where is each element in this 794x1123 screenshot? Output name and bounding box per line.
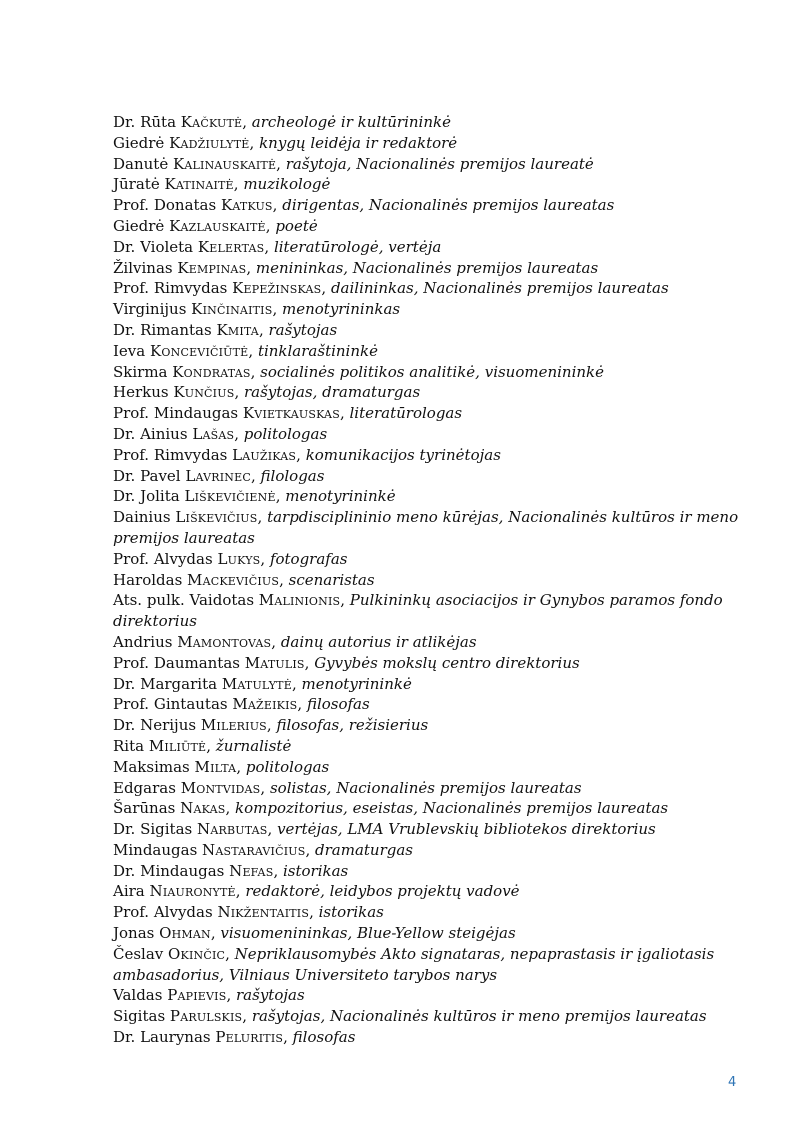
signatory-separator: , bbox=[260, 549, 270, 568]
signatory-entry bbox=[113, 403, 743, 424]
signatory-surname: Kvietkauskas bbox=[242, 404, 340, 423]
signatory-prefix: Dr. Pavel bbox=[113, 466, 186, 485]
signatory-entry bbox=[113, 237, 743, 258]
signatory-role: istorikas bbox=[282, 861, 349, 880]
signatory-prefix: Dr. Jolita bbox=[113, 487, 185, 506]
signatory-entry bbox=[113, 486, 743, 507]
signatory-entry bbox=[113, 216, 743, 237]
signatory-entry bbox=[113, 570, 743, 591]
signatory-separator: , bbox=[273, 861, 283, 880]
signatory-prefix: Danutė bbox=[113, 154, 173, 173]
signatory-separator: , bbox=[233, 175, 244, 194]
signatory-entry bbox=[113, 278, 743, 299]
signatory-separator: , bbox=[264, 237, 274, 256]
signatory-separator: , bbox=[225, 944, 235, 963]
signatory-role: rašytojas, Nacionalinės kultūros ir meno premijos laureatas bbox=[251, 1007, 707, 1026]
signatory-separator: , bbox=[250, 466, 261, 485]
signatory-entry bbox=[113, 674, 743, 695]
signatory-entry bbox=[113, 653, 743, 674]
signatory-prefix: Andrius bbox=[113, 632, 178, 651]
signatory-role: menotyrininkė bbox=[285, 487, 396, 506]
signatory-role: visuomenininkas, Blue-Yellow steigėjas bbox=[220, 924, 516, 943]
signatory-role: knygų leidėja ir redaktorė bbox=[259, 133, 458, 152]
signatory-entry bbox=[113, 590, 743, 632]
signatory-role: socialinės politikos analitikė, visuomenininkė bbox=[260, 362, 605, 381]
signatory-entry bbox=[113, 112, 743, 133]
signatory-role: solistas, Nacionalinės premijos laureatas bbox=[269, 778, 582, 797]
signatory-role: fotografas bbox=[269, 549, 348, 568]
signatory-entry bbox=[113, 320, 743, 341]
signatory-prefix: Dr. Rimantas bbox=[113, 320, 217, 339]
signatory-entry bbox=[113, 778, 743, 799]
signatory-prefix: Ats. pulk. Vaidotas bbox=[113, 591, 259, 610]
signatory-prefix: Prof. Rimvydas bbox=[113, 279, 233, 298]
signatory-role: Pulkininkų asociacijos ir Gynybos paramos fondo direktorius bbox=[113, 591, 723, 631]
signatory-separator: , bbox=[249, 133, 260, 152]
signatory-prefix: Valdas bbox=[113, 986, 168, 1005]
signatory-role: menotyrininkė bbox=[301, 674, 412, 693]
signatory-separator: , bbox=[242, 113, 252, 131]
signatory-role: scenaristas bbox=[288, 570, 375, 589]
signatory-separator: , bbox=[242, 1007, 252, 1026]
signatory-entry bbox=[113, 174, 743, 195]
signatory-entry bbox=[113, 944, 743, 986]
signatory-surname: Milta bbox=[194, 757, 237, 776]
signatory-separator: , bbox=[279, 570, 289, 589]
signatory-surname: Papievis bbox=[167, 986, 227, 1005]
signatory-prefix: Edgaras bbox=[113, 778, 181, 797]
signatory-role: politologas bbox=[245, 757, 330, 776]
signatory-prefix: Aira bbox=[113, 882, 150, 901]
signatory-separator: , bbox=[235, 882, 246, 901]
signatory-entry bbox=[113, 1027, 743, 1048]
signatory-surname: Koncevičiūtė bbox=[150, 341, 249, 360]
signatory-surname: Matulytė bbox=[221, 674, 292, 693]
signatory-prefix: Prof. Alvydas bbox=[113, 549, 218, 568]
signatory-separator: , bbox=[305, 840, 316, 859]
signatory-role: archeologė ir kultūrininkė bbox=[251, 113, 451, 131]
signatory-entry bbox=[113, 154, 743, 175]
signatory-separator: , bbox=[339, 404, 350, 423]
signatory-separator: , bbox=[258, 320, 269, 339]
signatory-entry bbox=[113, 341, 743, 362]
signatory-prefix: Dr. Ainius bbox=[113, 424, 193, 443]
signatory-separator: , bbox=[236, 757, 246, 776]
signatory-role: komunikacijos tyrinėtojas bbox=[305, 445, 501, 464]
signatory-role: vertėjas, LMA Vrublevskių bibliotekos direktorius bbox=[277, 820, 656, 839]
signatory-role: literatūrologė, vertėja bbox=[273, 237, 442, 256]
signatory-surname: Lašas bbox=[192, 424, 235, 443]
signatory-surname: Montvidas bbox=[180, 778, 261, 797]
signatory-prefix: Dainius bbox=[113, 508, 176, 527]
signatory-surname: Katkus bbox=[220, 196, 273, 215]
signatory-prefix: Prof. Rimvydas bbox=[113, 445, 233, 464]
signatory-surname: Kempinas bbox=[177, 258, 247, 277]
signatory-role: Gyvybės mokslų centro direktorius bbox=[314, 653, 580, 672]
signatory-role: menininkas, Nacionalinės premijos laureatas bbox=[255, 258, 599, 277]
signatory-role: filosofas bbox=[306, 695, 370, 714]
signatory-surname: Lavrinec bbox=[185, 466, 251, 485]
signatory-role: filosofas bbox=[292, 1028, 356, 1047]
signatory-role: literatūrologas bbox=[349, 404, 463, 423]
signatory-separator: , bbox=[291, 674, 302, 693]
signatory-separator: , bbox=[304, 653, 315, 672]
signatory-separator: , bbox=[234, 383, 244, 402]
signatory-separator: , bbox=[234, 424, 244, 443]
signatory-prefix: Dr. Mindaugas bbox=[113, 861, 230, 880]
signatory-separator: , bbox=[260, 778, 270, 797]
signatory-surname: Kinčinaitis bbox=[191, 300, 273, 319]
signatory-surname: Kmita bbox=[216, 320, 259, 339]
signatory-prefix: Giedrė bbox=[113, 133, 170, 152]
signatory-surname: Nastaravičius bbox=[202, 840, 306, 859]
signatory-entry bbox=[113, 1006, 743, 1027]
signatory-prefix: Prof. Gintautas bbox=[113, 695, 233, 714]
signatory-surname: Mackevičius bbox=[187, 570, 280, 589]
signatory-entry bbox=[113, 923, 743, 944]
signatory-separator: , bbox=[210, 924, 221, 943]
signatory-surname: Miliūtė bbox=[148, 736, 207, 755]
signatory-entry bbox=[113, 549, 743, 570]
signatory-surname: Nakas bbox=[180, 799, 226, 818]
signatory-prefix: Prof. Donatas bbox=[113, 196, 221, 215]
signatory-prefix: Dr. Laurynas bbox=[113, 1028, 216, 1047]
signatory-entry bbox=[113, 757, 743, 778]
signatory-surname: Matulis bbox=[244, 653, 305, 672]
signatory-entry bbox=[113, 985, 743, 1006]
signatory-prefix: Prof. Alvydas bbox=[113, 903, 218, 922]
signatory-entry bbox=[113, 632, 743, 653]
signatory-entry bbox=[113, 133, 743, 154]
signatory-role: rašytoja, Nacionalinės premijos laureatė bbox=[285, 154, 594, 173]
signatory-surname: Malinionis bbox=[258, 591, 341, 610]
signatory-surname: Kalinauskaitė bbox=[172, 154, 277, 173]
signatory-role: menotyrininkas bbox=[282, 300, 401, 319]
signatory-separator: , bbox=[271, 632, 281, 651]
signatory-entry bbox=[113, 694, 743, 715]
signatory-role: Nepriklausomybės Akto signataras, nepaprastasis ir įgaliotasis ambasadorius, Vilniaus Universiteto tarybos narys bbox=[113, 944, 715, 984]
signatory-prefix: Maksimas bbox=[113, 757, 195, 776]
signatory-prefix: Mindaugas bbox=[113, 840, 203, 859]
signatory-separator: , bbox=[275, 487, 286, 506]
signatory-role: tarpdisciplininio meno kūrėjas, Nacionalinės kultūros ir meno premijos laureatas bbox=[113, 508, 739, 547]
signatory-prefix: Haroldas bbox=[113, 570, 188, 589]
signatory-surname: Lukys bbox=[217, 549, 261, 568]
signatory-separator: , bbox=[272, 196, 283, 215]
signatory-separator: , bbox=[283, 1028, 293, 1047]
signatories-list bbox=[113, 112, 743, 1048]
signatory-separator: , bbox=[296, 445, 306, 464]
signatory-surname: Okinčic bbox=[168, 944, 226, 963]
signatory-prefix: Ieva bbox=[113, 341, 150, 360]
signatory-surname: Ohman bbox=[159, 924, 211, 943]
signatory-role: istorikas bbox=[318, 903, 384, 922]
signatory-entry bbox=[113, 362, 743, 383]
signatory-entry bbox=[113, 466, 743, 487]
signatory-separator: , bbox=[250, 362, 261, 381]
signatory-prefix: Jūratė bbox=[113, 175, 165, 194]
signatory-entry bbox=[113, 840, 743, 861]
signatory-role: muzikologė bbox=[243, 175, 331, 194]
signatory-entry bbox=[113, 382, 743, 403]
signatory-role: poetė bbox=[275, 216, 318, 235]
signatory-surname: Kunčius bbox=[173, 383, 235, 402]
signatory-separator: , bbox=[248, 341, 258, 360]
signatory-surname: Kazlauskaitė bbox=[169, 216, 266, 235]
signatory-surname: Niauronytė bbox=[149, 882, 236, 901]
signatory-entry bbox=[113, 902, 743, 923]
signatory-surname: Narbutas bbox=[197, 820, 268, 839]
signatory-surname: Liškevičius bbox=[175, 508, 258, 527]
signatory-prefix: Česlav bbox=[113, 944, 169, 963]
signatory-surname: Laužikas bbox=[232, 445, 297, 464]
signatory-surname: Kačkutė bbox=[180, 113, 243, 131]
signatory-surname: Mamontovas bbox=[177, 632, 272, 651]
signatory-entry bbox=[113, 881, 743, 902]
signatory-surname: Liškevičienė bbox=[184, 487, 276, 506]
signatory-prefix: Herkus bbox=[113, 383, 174, 402]
signatory-role: rašytojas, dramaturgas bbox=[243, 383, 421, 402]
signatory-surname: Kondratas bbox=[172, 362, 251, 381]
signatory-prefix: Skirma bbox=[113, 362, 173, 381]
signatory-separator: , bbox=[340, 591, 350, 610]
signatory-surname: Nefas bbox=[229, 861, 274, 880]
signatory-role: dirigentas, Nacionalinės premijos laureatas bbox=[282, 196, 615, 215]
signatory-role: filologas bbox=[260, 466, 325, 485]
signatory-entry bbox=[113, 445, 743, 466]
signatory-role: rašytojas bbox=[268, 320, 338, 339]
page-number: 4 bbox=[728, 1075, 737, 1090]
signatory-surname: Nikžentaitis bbox=[217, 903, 310, 922]
signatory-separator: , bbox=[257, 508, 268, 527]
signatory-separator: , bbox=[272, 300, 282, 319]
signatory-role: tinklaraštininkė bbox=[257, 341, 378, 360]
signatory-role: kompozitorius, eseistas, Nacionalinės premijos laureatas bbox=[235, 799, 669, 818]
signatory-role: redaktorė, leidybos projektų vadovė bbox=[245, 882, 520, 901]
signatory-separator: , bbox=[276, 154, 286, 173]
signatory-role: dainų autorius ir atlikėjas bbox=[280, 632, 477, 651]
signatory-separator: , bbox=[206, 736, 216, 755]
signatory-prefix: Dr. Margarita bbox=[113, 674, 222, 693]
signatory-prefix: Sigitas bbox=[113, 1007, 170, 1026]
signatory-separator: , bbox=[265, 216, 276, 235]
signatory-prefix: Rita bbox=[113, 736, 149, 755]
signatory-entry bbox=[113, 736, 743, 757]
signatory-prefix: Jonas bbox=[113, 924, 160, 943]
signatory-prefix: Šarūnas bbox=[113, 799, 181, 818]
signatory-entry bbox=[113, 507, 743, 549]
signatory-entry bbox=[113, 258, 743, 279]
signatory-entry bbox=[113, 861, 743, 882]
signatory-prefix: Dr. Rūta bbox=[113, 113, 181, 131]
signatory-prefix: Dr. Sigitas bbox=[113, 820, 197, 839]
signatory-surname: Kelertas bbox=[197, 237, 265, 256]
signatory-separator: , bbox=[321, 279, 331, 298]
signatory-surname: Mažeikis bbox=[232, 695, 298, 714]
signatory-prefix: Dr. Nerijus bbox=[113, 716, 201, 735]
signatory-role: dramaturgas bbox=[315, 840, 413, 859]
signatory-prefix: Dr. Violeta bbox=[113, 237, 198, 256]
signatory-surname: Kepežinskas bbox=[232, 279, 322, 298]
signatory-entry bbox=[113, 424, 743, 445]
signatory-entry bbox=[113, 299, 743, 320]
signatory-prefix: Prof. Mindaugas bbox=[113, 404, 243, 423]
signatory-separator: , bbox=[309, 903, 319, 922]
signatory-separator: , bbox=[266, 716, 277, 735]
signatory-entry bbox=[113, 715, 743, 736]
signatory-prefix: Žilvinas bbox=[113, 258, 178, 277]
signatory-separator: , bbox=[246, 258, 256, 277]
signatory-separator: , bbox=[267, 820, 278, 839]
signatory-separator: , bbox=[225, 799, 235, 818]
signatory-surname: Peluritis bbox=[215, 1028, 284, 1047]
signatory-separator: , bbox=[297, 695, 307, 714]
signatory-prefix: Prof. Daumantas bbox=[113, 653, 245, 672]
signatory-surname: Katinaitė bbox=[164, 175, 234, 194]
signatory-surname: Kadžiulytė bbox=[169, 133, 250, 152]
signatory-surname: Parulskis bbox=[169, 1007, 243, 1026]
signatory-entry bbox=[113, 798, 743, 819]
signatory-role: rašytojas bbox=[236, 986, 305, 1005]
signatory-entry bbox=[113, 195, 743, 216]
signatory-prefix: Virginijus bbox=[113, 300, 192, 319]
signatory-surname: Milerius bbox=[200, 716, 267, 735]
signatory-role: politologas bbox=[243, 424, 328, 443]
signatory-role: dailininkas, Nacionalinės premijos laureatas bbox=[330, 279, 669, 298]
signatory-role: žurnalistė bbox=[215, 736, 292, 755]
signatory-separator: , bbox=[226, 986, 237, 1005]
signatory-entry bbox=[113, 819, 743, 840]
signatory-role: filosofas, režisierius bbox=[276, 716, 429, 735]
signatory-prefix: Giedrė bbox=[113, 216, 170, 235]
